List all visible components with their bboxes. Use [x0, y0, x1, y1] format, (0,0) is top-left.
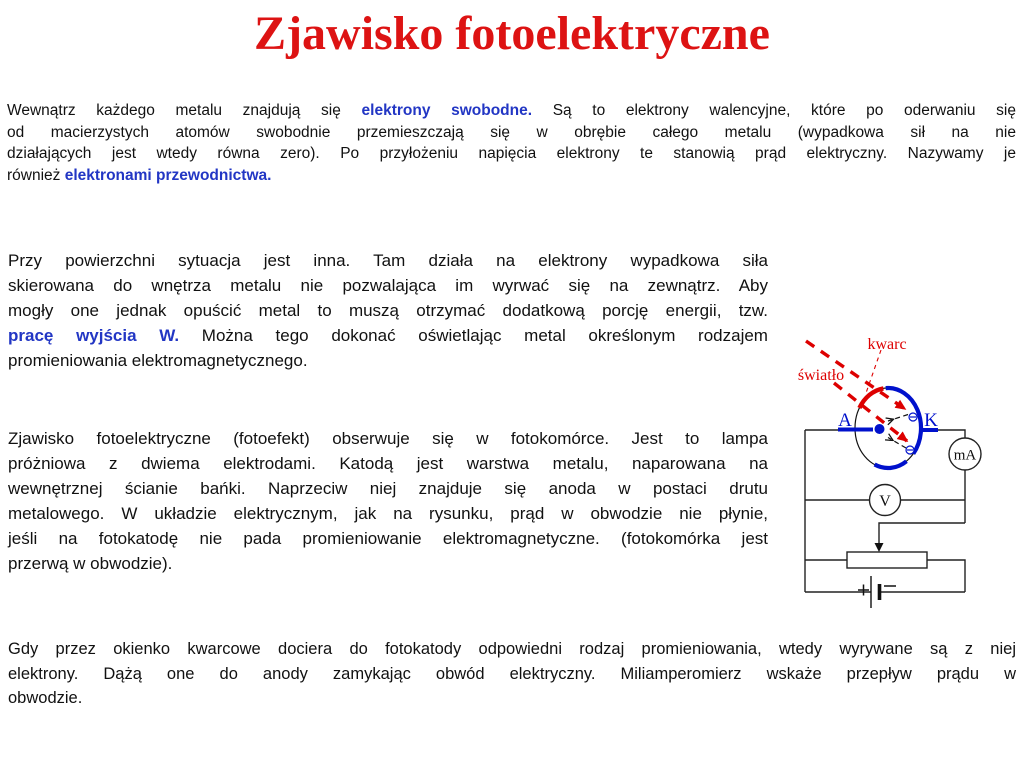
body-text: również	[7, 166, 65, 184]
electron-symbol-1	[909, 413, 917, 421]
potentiometer-body	[847, 552, 927, 568]
text-line	[7, 143, 1016, 165]
wiper-arrowhead	[875, 543, 884, 552]
anode-label: A	[838, 410, 852, 431]
paragraph-photocell	[8, 426, 768, 576]
text-line	[8, 662, 1016, 687]
body-text: działających jest wtedy równa zero). Po przyłożeniu napięcia elektrony te stanowią prąd elektryczny. Nazywamy je	[7, 145, 1016, 163]
electron-arrow-1	[888, 415, 908, 422]
text-line	[8, 686, 1016, 711]
cathode-label: K	[924, 410, 938, 431]
milliammeter-label: mA	[953, 447, 977, 464]
paragraph-free-electrons	[7, 100, 1016, 186]
wiper-wire	[879, 523, 965, 544]
body-text: metalowego. W układzie elektrycznym, jak na rysunku, prąd w obwodzie nie płynie,	[8, 504, 768, 523]
text-line	[8, 476, 768, 501]
emphasis-text: pracę wyjścia W.	[8, 326, 180, 345]
body-text: wewnętrznej ścianie bańki. Naprzeciw niej znajduje się anoda w postaci drutu	[8, 479, 768, 498]
electron-arrow-2	[888, 438, 906, 449]
text-line	[7, 165, 1016, 187]
kwarc-label: kwarc	[867, 336, 907, 353]
voltmeter-label: V	[879, 493, 891, 510]
anode-dot	[875, 424, 885, 434]
body-text: od macierzystych atomów swobodnie przemieszczają się w obrębie całego metalu (wypadkowa sił na nie	[7, 123, 1016, 141]
body-text: mogły one jednak opuścić metal to muszą otrzymać dodatkową porcję energii, tzw.	[8, 301, 768, 320]
body-text: przerwą w obwodzie).	[8, 554, 173, 573]
cathode-arc	[886, 388, 921, 454]
text-line	[8, 298, 768, 323]
body-text: Przy powierzchni sytuacja jest inna. Tam działa na elektrony wypadkowa siła	[8, 251, 768, 270]
text-line	[8, 248, 768, 273]
text-line	[8, 348, 768, 373]
text-line	[8, 526, 768, 551]
text-line	[8, 451, 768, 476]
text-line	[8, 426, 768, 451]
body-text: obwodzie.	[8, 689, 83, 708]
body-text: Gdy przez okienko kwarcowe dociera do fotokatody odpowiedni rodzaj promieniowania, wtedy wyrywane są z niej	[8, 640, 1016, 658]
body-text: skierowana do wnętrza metalu nie pozwalająca im wyrwać się na zewnątrz. Aby	[8, 276, 768, 295]
plus-sign-icon	[858, 585, 869, 596]
body-text: elektrony. Dążą one do anody zamykając obwód elektryczny. Miliamperomierz wskaże przepływ prądu w	[8, 664, 1016, 683]
emphasis-text: elektrony swobodne.	[361, 102, 533, 119]
swiatlo-label: światło	[797, 367, 845, 384]
text-line	[8, 323, 768, 348]
paragraph-work-function	[8, 248, 768, 373]
electron-symbol-2	[906, 446, 914, 454]
body-text: Wewnątrz każdego metalu znajdują się	[7, 102, 362, 119]
text-line	[7, 122, 1016, 144]
body-text: promieniowania elektromagnetycznego.	[8, 351, 308, 370]
text-line	[8, 551, 768, 576]
photocell-circuit-diagram	[780, 330, 1024, 628]
body-text: jeśli na fotokatodę nie pada promieniowanie elektromagnetyczne. (fotokomórka jest	[8, 529, 768, 548]
text-line	[8, 637, 1016, 662]
page-title: Zjawisko fotoelektryczne	[254, 7, 770, 60]
body-text: Zjawisko fotoelektryczne (fotoefekt) obserwuje się w fotokomórce. Jest to lampa	[8, 429, 768, 448]
text-line	[7, 100, 1016, 122]
body-text: Można tego dokonać oświetlając metal określonym rodzajem	[179, 326, 768, 345]
paragraph-current-flow	[8, 637, 1016, 711]
body-text: Są to elektrony walencyjne, które po oderwaniu się	[532, 102, 1016, 119]
text-line	[8, 273, 768, 298]
emphasis-text: elektronami przewodnictwa.	[64, 166, 272, 184]
body-text: próżniowa z dwiema elektrodami. Katodą jest warstwa metalu, naparowana na	[8, 454, 768, 473]
top-wire-right	[936, 430, 965, 438]
cathode-bottom-arc	[875, 461, 907, 468]
text-line	[8, 501, 768, 526]
